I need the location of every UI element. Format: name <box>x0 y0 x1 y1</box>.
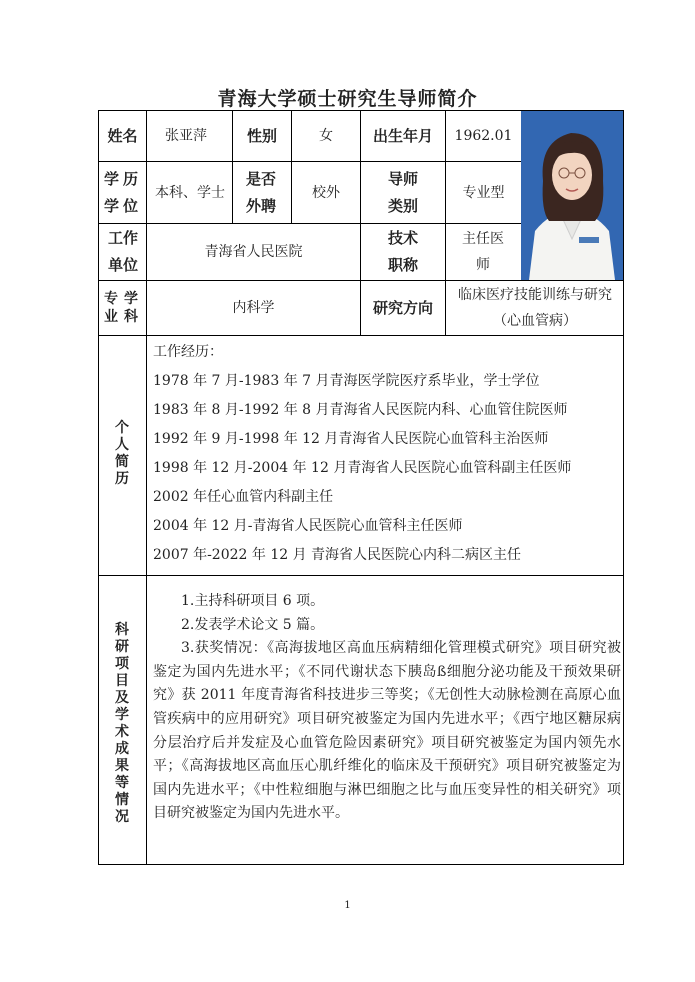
research-item: 1.主持科研项目 6 项。 <box>181 593 325 609</box>
birth-value: 1962.01 <box>454 128 513 144</box>
name-value: 张亚萍 <box>165 128 207 144</box>
research-item: 2.发表学术论文 5 篇。 <box>181 616 325 633</box>
major-label: 专学业科 <box>104 291 144 325</box>
bio-entry: 1983 年 8 月-1992 年 8 月青海省人民医院内科、心血管住院医师 <box>153 402 568 418</box>
research-item: 3.获奖情况：《高海拔地区高血压病精细化管理模式研究》项目研究被鉴定为国内先进水平；《不同代谢状态下胰岛ß细胞分泌功能及干预效果研究》获 2011 年度青海省科技进步三等奖；《无创性大动脉检测在高原心血管疾病中的应用研究》项目研究被鉴定为国内先进水平；《西宁地区糖尿病分层治疗后并发症及心血管危险因素研究》项目研究被鉴定为国内领先水平；《高海拔地区高血压心肌纤维化的临床及干预研究》项目研究被鉴定为国内先进水平；《中性粒细胞与淋巴细胞之比与血压变异性的相关研究》项目研究被鉴定为国内先进水平。 <box>153 640 621 822</box>
education-value: 本科、学士 <box>155 184 225 201</box>
work-unit-value: 青海省人民医院 <box>204 244 303 260</box>
supervisor-type-value: 专业型 <box>462 184 505 201</box>
supervisor-photo <box>521 111 623 280</box>
research-direction-label: 研究方向 <box>372 298 433 317</box>
gender-label: 性别 <box>246 126 277 145</box>
major-value: 内科学 <box>232 300 275 316</box>
bio-entry: 2007 年-2022 年 12 月 青海省人民医院心内科二病区主任 <box>153 547 522 563</box>
bio-entry: 1998 年 12 月-2004 年 12 月青海省人民医院心血管科副主任医师 <box>153 460 572 476</box>
external-label: 是否外聘 <box>245 169 276 215</box>
name-label: 姓名 <box>107 126 138 145</box>
research-direction-value: 临床医疗技能训练与研究（心血管病） <box>458 287 612 329</box>
bio-heading: 工作经历： <box>153 344 223 360</box>
birth-label: 出生年月 <box>372 126 433 145</box>
tech-title-label: 技术职称 <box>387 229 418 274</box>
education-label: 学历学位 <box>104 169 143 215</box>
tech-title-value: 主任医师 <box>462 231 504 273</box>
research-content <box>153 590 621 826</box>
external-value: 校外 <box>312 184 340 201</box>
page-title: 青海大学硕士研究生导师简介 <box>217 88 478 110</box>
bio-entry: 2004 年 12 月-青海省人民医院心血管科主任医师 <box>153 518 463 534</box>
supervisor-type-label: 导师类别 <box>387 169 418 215</box>
bio-entry: 1978 年 7 月-1983 年 7 月青海医学院医疗系毕业，学士学位 <box>153 373 540 389</box>
work-unit-label: 工作单位 <box>107 229 138 274</box>
bio-entry: 2002 年任心血管内科副主任 <box>153 489 334 505</box>
bio-entry: 1992 年 9 月-1998 年 12 月青海省人民医院心血管科主治医师 <box>153 431 549 447</box>
bio-label: 个 人 简 历 <box>115 420 129 487</box>
page-number: 1 <box>344 900 351 911</box>
gender-value: 女 <box>319 128 333 144</box>
research-label: 科 研 项 目 及 学 术 成 果 等 情 况 <box>115 622 129 825</box>
